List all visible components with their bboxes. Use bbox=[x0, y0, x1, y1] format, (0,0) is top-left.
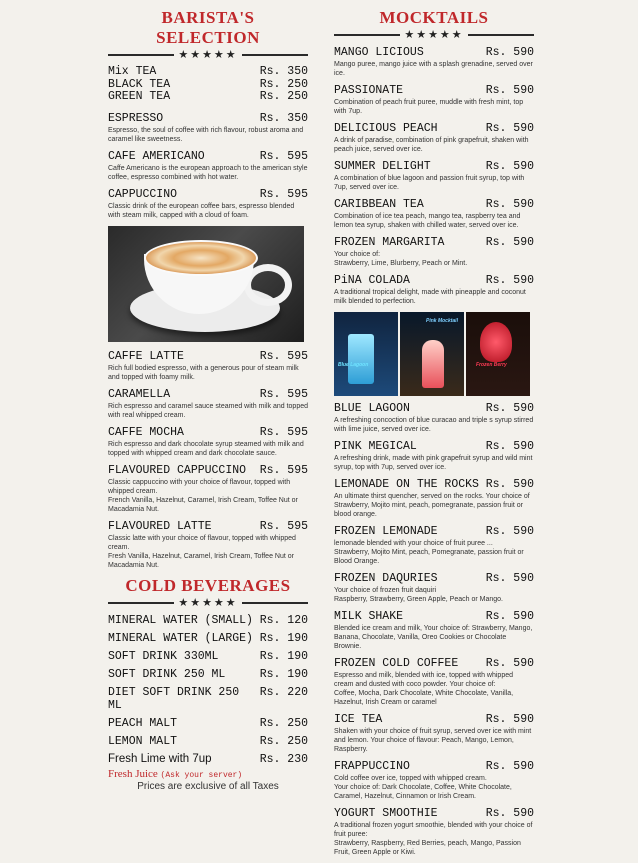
stars-icon: ★★★★★ bbox=[178, 596, 238, 609]
item-name: MINERAL WATER (SMALL) bbox=[108, 613, 253, 627]
item-price: Rs. 250 bbox=[259, 716, 308, 730]
coffee-list-bottom bbox=[108, 350, 308, 570]
item-name: CARAMELLA bbox=[108, 387, 171, 401]
item-price: Rs. 250 bbox=[259, 734, 308, 748]
pink-glass-shape bbox=[422, 340, 444, 388]
menu-item bbox=[108, 632, 308, 645]
blue-drink-photo bbox=[334, 312, 398, 396]
item-price: Rs. 190 bbox=[259, 649, 308, 663]
item-description: Classic cappuccino with your choice of flavour, topped with whipped cream. French Vanilla, Hazelnut, Caramel, Irish Cream, Toffee Nut or Macadamia Nut. bbox=[108, 478, 298, 513]
menu-item bbox=[334, 807, 534, 857]
item-name: FROZEN MARGARITA bbox=[334, 236, 445, 249]
menu-item bbox=[108, 426, 308, 458]
red-drink-photo bbox=[466, 312, 530, 396]
item-name: FROZEN DAQURIES bbox=[334, 572, 438, 585]
cold-stars-divider bbox=[108, 597, 308, 609]
item-description: A refreshing concoction of blue curacao and triple s syrup stirred with lime juice, served over ice. bbox=[334, 417, 534, 433]
item-name: FLAVOURED LATTE bbox=[108, 519, 212, 533]
item-price: Rs. 590 bbox=[485, 478, 534, 491]
mocktail-list-bottom bbox=[334, 402, 534, 857]
item-price: Rs. 120 bbox=[259, 613, 308, 627]
item-price: Rs. 590 bbox=[485, 713, 534, 726]
item-name: PiNA COLADA bbox=[334, 274, 410, 287]
item-price: Rs. 590 bbox=[485, 198, 534, 211]
item-price: Rs. 595 bbox=[259, 425, 308, 439]
item-price: Rs. 190 bbox=[259, 667, 308, 681]
item-name: SOFT DRINK 330ML bbox=[108, 649, 219, 663]
pink-drink-photo bbox=[400, 312, 464, 396]
item-price: Rs. 250 bbox=[259, 77, 308, 91]
item-name: LEMON MALT bbox=[108, 734, 178, 748]
fresh-juice-label: Fresh Juice bbox=[108, 767, 158, 780]
item-description: Your choice of frozen fruit daquiri Raspberry, Strawberry, Green Apple, Peach or Mango. bbox=[334, 587, 503, 603]
item-name: MILK SHAKE bbox=[334, 610, 404, 623]
item-name: CAPPUCCINO bbox=[108, 187, 178, 201]
item-description: lemonade blended with your choice of fruit puree ... Strawberry, Mojito Mint, peach, Pomegranate, passion fruit or Blood Orange. bbox=[334, 540, 524, 565]
item-price: Rs. 595 bbox=[259, 463, 308, 477]
item-name: Mix TEA bbox=[108, 65, 157, 78]
menu-item bbox=[334, 236, 534, 268]
item-price: Rs. 220 bbox=[259, 685, 308, 699]
menu-item bbox=[108, 753, 308, 766]
item-name: DIET SOFT DRINK 250 ML bbox=[108, 685, 240, 712]
latte-art-shape bbox=[144, 240, 258, 276]
item-price: Rs. 590 bbox=[485, 236, 534, 249]
photo-label: Frozen Berry bbox=[476, 362, 507, 368]
item-description: Espresso and milk, blended with ice, topped with whipped cream and dusted with coco powder. Your choice of: Coffee, Mocha, Dark Chocolate, White Chocolate, Vanilla, Hazelnut, Irish Cream or caramel bbox=[334, 672, 514, 706]
menu-item bbox=[108, 150, 308, 182]
menu-item bbox=[108, 650, 308, 663]
item-description: Classic drink of the european coffee bars, espresso blended with steam milk, capped with a cloud of foam. bbox=[108, 202, 295, 219]
item-description: Caffe Americano is the european approach to the american style coffee, espresso combined with hot water. bbox=[108, 164, 308, 181]
menu-item bbox=[334, 198, 534, 230]
tax-note: Prices are exclusive of all Taxes bbox=[137, 780, 279, 792]
item-name: GREEN TEA bbox=[108, 90, 171, 103]
item-price: Rs. 230 bbox=[259, 752, 308, 766]
item-name: DELICIOUS PEACH bbox=[334, 122, 438, 135]
menu-item bbox=[334, 610, 534, 651]
item-description: Classic latte with your choice of flavour, topped with whipped cream. Fresh Vanilla, Hazelnut, Caramel, Irish Cream, Toffee Nut or Macadamia Nut. bbox=[108, 534, 296, 569]
item-price: Rs. 590 bbox=[485, 274, 534, 287]
divider-line bbox=[334, 34, 400, 36]
item-price: Rs. 590 bbox=[485, 84, 534, 97]
item-price: Rs. 590 bbox=[485, 572, 534, 585]
item-price: Rs. 590 bbox=[485, 760, 534, 773]
item-name: Fresh Lime with 7up bbox=[108, 752, 212, 765]
mocktail-list-top bbox=[334, 46, 534, 306]
right-column bbox=[334, 8, 534, 863]
cappuccino-photo bbox=[108, 226, 304, 342]
menu-item bbox=[334, 122, 534, 154]
item-name: FROZEN LEMONADE bbox=[334, 525, 438, 538]
menu-item bbox=[108, 668, 308, 681]
item-name: FLAVOURED CAPPUCCINO bbox=[108, 463, 247, 477]
item-name: FROZEN COLD COFFEE bbox=[334, 657, 459, 670]
item-description: A traditional frozen yogurt smoothie, blended with your choice of fruit puree: Strawberry, Raspberry, Red Berries, peach, Mango, Passion Fruit, Green Apple or Kiwi. bbox=[334, 822, 533, 856]
divider-line bbox=[108, 54, 174, 56]
menu-item bbox=[108, 735, 308, 748]
menu-item bbox=[334, 572, 534, 604]
item-name: CAFE AMERICANO bbox=[108, 149, 205, 163]
item-name: MINERAL WATER (LARGE) bbox=[108, 631, 253, 645]
menu-item bbox=[108, 520, 308, 570]
stars-icon: ★★★★★ bbox=[178, 49, 238, 61]
menu-item bbox=[108, 717, 308, 730]
item-price: Rs. 590 bbox=[485, 807, 534, 820]
menu-item bbox=[334, 478, 534, 519]
item-name: PEACH MALT bbox=[108, 716, 178, 730]
item-name: SOFT DRINK 250 ML bbox=[108, 667, 226, 681]
cold-list bbox=[108, 614, 308, 766]
left-column bbox=[108, 8, 308, 792]
menu-item bbox=[334, 440, 534, 472]
item-description: Blended ice cream and milk, Your choice of: Strawberry, Mango, Banana, Chocolate, Vanilla, Oreo Cookies or Chocolate Brownie. bbox=[334, 625, 533, 650]
menu-item bbox=[108, 614, 308, 627]
item-price: Rs. 590 bbox=[485, 46, 534, 59]
item-price: Rs. 595 bbox=[259, 349, 308, 363]
item-name: BLACK TEA bbox=[108, 77, 171, 91]
item-price: Rs. 190 bbox=[259, 631, 308, 645]
item-name: ICE TEA bbox=[334, 713, 383, 726]
item-name: MANGO LICIOUS bbox=[334, 46, 424, 59]
item-description: Combination of peach fruit puree, muddle with fresh mint, top with 7up. bbox=[334, 99, 524, 115]
mocktails-photo bbox=[334, 312, 530, 396]
menu-item bbox=[334, 713, 534, 754]
blue-glass-shape bbox=[348, 334, 374, 384]
menu-item bbox=[108, 350, 308, 382]
item-price: Rs. 350 bbox=[259, 111, 308, 125]
item-description: Combination of ice tea peach, mango tea, raspberry tea and lemon tea syrup, shaken with chilled water, served over ice. bbox=[334, 213, 521, 229]
item-description: Espresso, the soul of coffee with rich flavour, robust aroma and caramel like sweetness. bbox=[108, 126, 304, 143]
item-description: Mango puree, mango juice with a splash grenadine, served over ice. bbox=[334, 61, 533, 77]
menu-item bbox=[108, 464, 308, 514]
barista-section-title: BARISTA'S SELECTION bbox=[156, 8, 260, 47]
item-description: A traditional tropical delight, made with pineapple and coconut milk blended to perfection. bbox=[334, 289, 526, 305]
menu-item bbox=[334, 657, 534, 707]
item-description: A refreshing drink, made with pink grapefruit syrup and wild mint syrup, top with 7up, served over ice. bbox=[334, 455, 533, 471]
item-name: CARIBBEAN TEA bbox=[334, 198, 424, 211]
item-description: A drink of paradise, combination of pink grapefruit, shaken with peach juice, served over ice. bbox=[334, 137, 529, 153]
mocktails-stars-divider bbox=[334, 29, 534, 41]
item-description: A combination of blue lagoon and passion fruit syrup, top with 7up, served over ice. bbox=[334, 175, 525, 191]
item-price: Rs. 590 bbox=[485, 657, 534, 670]
item-price: Rs. 595 bbox=[259, 387, 308, 401]
menu-item bbox=[334, 525, 534, 566]
item-description: Your choice of: Strawberry, Lime, Blurberry, Peach or Mint. bbox=[334, 251, 468, 267]
menu-item bbox=[108, 188, 308, 220]
item-price: Rs. 590 bbox=[485, 402, 534, 415]
item-name: BLUE LAGOON bbox=[334, 402, 410, 415]
menu-item bbox=[334, 274, 534, 306]
item-name: PINK MEGICAL bbox=[334, 440, 417, 453]
photo-label: Blue Lagoon bbox=[338, 362, 369, 368]
photo-label: Pink Mocktail bbox=[426, 318, 458, 324]
item-description: Rich espresso and caramel sauce steamed with milk and topped with real whipped cream. bbox=[108, 402, 308, 419]
tea-list bbox=[108, 66, 308, 104]
menu-item bbox=[334, 160, 534, 192]
menu-item bbox=[334, 402, 534, 434]
item-name: SUMMER DELIGHT bbox=[334, 160, 431, 173]
barista-stars-divider bbox=[108, 49, 308, 61]
menu-item bbox=[334, 84, 534, 116]
item-name: CAFFE MOCHA bbox=[108, 425, 184, 439]
item-name: PASSIONATE bbox=[334, 84, 404, 97]
divider-line bbox=[242, 54, 308, 56]
divider-line bbox=[108, 602, 174, 604]
cold-beverages-title: COLD BEVERAGES bbox=[125, 575, 291, 595]
coffee-list-top bbox=[108, 112, 308, 220]
item-description: Rich espresso and dark chocolate syrup steamed with milk and topped with whipped cream and dark chocolate sauce. bbox=[108, 440, 304, 457]
red-glass-shape bbox=[480, 322, 512, 362]
fresh-juice-note bbox=[108, 768, 308, 780]
mocktails-section-title: MOCKTAILS bbox=[379, 8, 489, 27]
menu-item bbox=[334, 46, 534, 78]
item-price: Rs. 250 bbox=[259, 90, 308, 103]
menu-item bbox=[108, 66, 308, 79]
item-name: CAFFE LATTE bbox=[108, 349, 184, 363]
item-name: YOGURT SMOOTHIE bbox=[334, 807, 438, 820]
item-price: Rs. 590 bbox=[485, 160, 534, 173]
item-name: LEMONADE ON THE ROCKS bbox=[334, 478, 479, 491]
item-price: Rs. 595 bbox=[259, 187, 308, 201]
menu-item bbox=[108, 388, 308, 420]
ask-server-label: (Ask your server) bbox=[160, 770, 243, 780]
menu-item bbox=[108, 112, 308, 144]
item-price: Rs. 350 bbox=[259, 65, 308, 78]
item-price: Rs. 590 bbox=[485, 122, 534, 135]
menu-item bbox=[108, 91, 308, 104]
item-name: ESPRESSO bbox=[108, 111, 164, 125]
menu-item bbox=[334, 760, 534, 801]
item-description: Rich full bodied espresso, with a generous pour of steam milk and topped with foamy milk. bbox=[108, 364, 299, 381]
item-price: Rs. 590 bbox=[485, 525, 534, 538]
item-name: FRAPPUCCINO bbox=[334, 760, 410, 773]
menu-item bbox=[108, 686, 308, 712]
divider-line bbox=[242, 602, 308, 604]
stars-icon: ★★★★★ bbox=[404, 29, 464, 41]
divider-line bbox=[468, 34, 534, 36]
item-price: Rs. 590 bbox=[485, 440, 534, 453]
item-description: An ultimate thirst quencher, served on the rocks. Your choice of Strawberry, Mojito mint, peach, pomegranate, passion fruit or blood orange. bbox=[334, 493, 530, 518]
item-description: Shaken with your choice of fruit syrup, served over ice with mint and lemon. Your choice of flavour: Peach, Mango, Lemon, Raspberry. bbox=[334, 728, 532, 753]
item-price: Rs. 595 bbox=[259, 519, 308, 533]
item-price: Rs. 595 bbox=[259, 149, 308, 163]
item-description: Cold coffee over ice, topped with whipped cream. Your choice of: Dark Chocolate, Coffee, White Chocolate, Caramel, Hazelnut, Cinnamon or Irish Cream. bbox=[334, 775, 512, 800]
item-price: Rs. 590 bbox=[485, 610, 534, 623]
